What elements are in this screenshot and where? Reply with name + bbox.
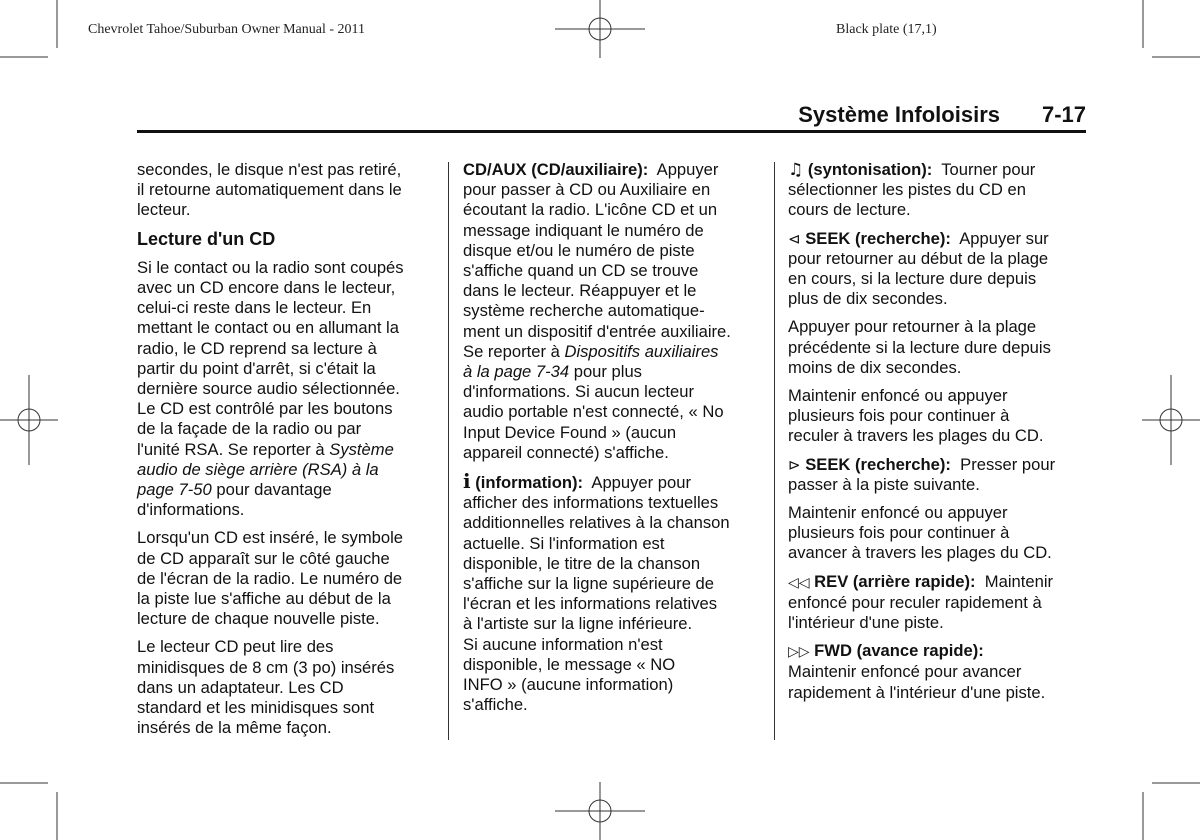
text-line: dans le lecteur. Réappuyer et le [463, 281, 697, 301]
text-line [788, 229, 1088, 249]
text-line: lecteur. [137, 200, 191, 220]
text-line: audio portable n'est connecté, « No [463, 402, 724, 422]
cross-reference[interactable]: audio de siège arrière (RSA) à la [137, 459, 379, 479]
column-divider [448, 162, 449, 740]
column-divider [774, 162, 775, 740]
paragraph [788, 160, 1088, 221]
text-segment: Maintenir [975, 571, 1054, 591]
text-line: précédente si la lecture dure depuis [788, 337, 1051, 357]
cross-reference[interactable]: à la page 7-34 [463, 362, 570, 382]
column-3 [788, 160, 1088, 711]
control-label: (syntonisation): [807, 160, 933, 179]
text-line: enfoncé pour reculer rapidement à [788, 592, 1042, 612]
text-line [463, 160, 763, 180]
text-line [788, 572, 1088, 593]
text-line: d'informations. Si aucun lecteur [463, 382, 694, 402]
text-line: minidisques de 8 cm (3 po) insérés [137, 657, 395, 677]
control-label: SEEK (recherche): [805, 454, 951, 474]
paragraph [463, 471, 763, 715]
text-line: plus de dix secondes. [788, 289, 948, 309]
text-line: actuelle. Si l'information est [463, 533, 665, 553]
paragraph [788, 229, 1088, 310]
printer-plate: Black plate (17,1) [836, 22, 937, 37]
paragraph [137, 528, 437, 629]
text-line: Le CD est contrôlé par les boutons [137, 399, 393, 419]
text-line: pour retourner au début de la plage [788, 248, 1049, 268]
text-line: standard et les minidisques sont [137, 698, 375, 718]
text-line: afficher des informations textuelles [463, 493, 719, 513]
cross-reference[interactable]: Système [329, 439, 394, 459]
text-line: Maintenir enfoncé ou appuyer [788, 503, 1008, 523]
text-line: Maintenir enfoncé ou appuyer [788, 386, 1008, 406]
text-line: l'intérieur d'une piste. [788, 613, 944, 633]
column-2 [463, 160, 763, 723]
seek-back-icon: ⊲ [788, 229, 801, 248]
paragraph [137, 637, 437, 738]
text-line: Appuyer pour retourner à la plage [788, 317, 1037, 337]
text-line [788, 641, 1088, 662]
paragraph [788, 317, 1088, 378]
text-line: partir du point d'arrêt, si c'était la [137, 358, 376, 378]
text-line: plusieurs fois pour continuer à [788, 523, 1010, 543]
text-line: s'affiche sur la ligne supérieure de [463, 574, 714, 594]
control-label: (information): [475, 473, 584, 493]
text-line: de l'écran de la radio. Le numéro de [137, 568, 403, 588]
paragraph [137, 160, 437, 221]
control-label: FWD (avance rapide): [814, 641, 984, 661]
text-line [463, 342, 763, 362]
text-line: celui-ci reste dans le lecteur. En [137, 298, 372, 318]
text-line: mettant le contact ou en allumant la [137, 318, 399, 338]
text-line [137, 460, 437, 480]
text-segment: Tourner pour [932, 160, 1036, 179]
text-line: disponible, le titre de la chanson [463, 553, 701, 573]
cross-reference[interactable]: page 7-50 [137, 480, 212, 500]
text-line [137, 440, 437, 460]
text-line: d'informations. [137, 500, 245, 520]
text-line: ment un dispositif d'entrée auxiliaire. [463, 321, 731, 341]
text-line: rapidement à l'intérieur d'une piste. [788, 682, 1046, 702]
text-segment: Appuyer pour [583, 473, 692, 493]
rewind-icon: ◁◁ [788, 574, 810, 591]
music-note-icon: ♫ [788, 160, 804, 180]
text-line: Si le contact ou la radio sont coupés [137, 257, 404, 277]
text-line: disque et/ou le numéro de piste [463, 240, 695, 260]
text-line: dans un adaptateur. Les CD [137, 677, 344, 697]
paragraph [137, 258, 437, 521]
text-segment: Appuyer sur [950, 228, 1049, 248]
text-line: passer à la piste suivante. [788, 474, 980, 494]
page-number: 7-17 [1041, 102, 1086, 127]
text-segment: pour plus [569, 362, 642, 382]
text-segment: l'unité RSA. Se reporter à [137, 439, 330, 459]
text-line [788, 455, 1088, 475]
paragraph [788, 641, 1088, 703]
text-line: écoutant la radio. L'icône CD et un [463, 200, 718, 220]
paragraph [788, 386, 1088, 447]
text-line: insérés de la même façon. [137, 718, 332, 738]
control-label: CD/AUX (CD/auxiliaire): [463, 160, 649, 179]
text-line: plusieurs fois pour continuer à [788, 406, 1010, 426]
text-line: additionnelles relatives à la chanson [463, 513, 730, 533]
fast-forward-icon: ▷▷ [788, 644, 810, 661]
text-line [463, 362, 763, 382]
text-line: dernière source audio sélectionnée. [137, 379, 400, 399]
text-segment: Se reporter à [463, 341, 565, 361]
text-line: sélectionner les pistes du CD en [788, 180, 1026, 200]
text-line: système recherche automatique- [463, 301, 705, 321]
text-line: l'écran et les informations relatives [463, 594, 718, 614]
text-line: Maintenir enfoncé pour avancer [788, 662, 1022, 682]
text-line: lecture de chaque nouvelle piste. [137, 609, 380, 629]
text-line: disponible, le message « NO [463, 654, 676, 674]
text-line [788, 160, 1088, 180]
paragraph [788, 503, 1088, 564]
text-line: s'affiche. [463, 695, 528, 715]
text-line: cours de lecture. [788, 200, 911, 220]
text-line: avec un CD encore dans le lecteur, [137, 278, 396, 298]
text-segment: Appuyer [648, 160, 719, 179]
text-line: reculer à travers les plages du CD. [788, 426, 1044, 446]
seek-forward-icon: ⊳ [788, 455, 801, 474]
paragraph [788, 455, 1088, 495]
control-label: REV (arrière rapide): [814, 571, 976, 591]
text-line: la piste lue s'affiche au début de la [137, 589, 391, 609]
text-segment: Presser pour [950, 454, 1056, 474]
section-title: Système Infoloisirs [798, 102, 1000, 127]
text-line: en cours, si la lecture dure depuis [788, 269, 1037, 289]
paragraph [463, 160, 763, 463]
text-line: message indiquant le numéro de [463, 220, 704, 240]
text-line [137, 480, 437, 500]
cross-reference[interactable]: Dispositifs auxiliaires [564, 341, 719, 361]
text-line: il retourne automatiquement dans le [137, 180, 402, 200]
text-segment: pour davantage [211, 480, 332, 500]
paragraph [788, 572, 1088, 634]
text-line: radio, le CD reprend sa lecture à [137, 338, 377, 358]
text-line: Le lecteur CD peut lire des [137, 637, 334, 657]
page-header [137, 100, 1086, 133]
text-line: de la façade de la radio ou par [137, 419, 362, 439]
text-line: moins de dix secondes. [788, 357, 962, 377]
text-line: Input Device Found » (aucun [463, 422, 677, 442]
text-line: s'affiche quand un CD se trouve [463, 261, 699, 281]
text-line: appareil connecté) s'affiche. [463, 442, 669, 462]
info-icon: i [463, 469, 471, 494]
printer-title: Chevrolet Tahoe/Suburban Owner Manual - 2011 [88, 22, 366, 37]
text-line [463, 471, 763, 493]
control-label: SEEK (recherche): [805, 228, 951, 248]
column-1 [137, 160, 437, 746]
text-line: INFO » (aucune information) [463, 675, 674, 695]
text-line: Lorsqu'un CD est inséré, le symbole [137, 528, 404, 548]
text-line: pour passer à CD ou Auxiliaire en [463, 180, 711, 200]
text-line: avancer à travers les plages du CD. [788, 543, 1052, 563]
text-line: à l'artiste sur la ligne inférieure. [463, 614, 693, 634]
text-line: Si aucune information n'est [463, 634, 663, 654]
subheading: Lecture d'un CD [137, 228, 276, 249]
text-line: de CD apparaît sur le côté gauche [137, 548, 390, 568]
text-line: secondes, le disque n'est pas retiré, [137, 160, 402, 179]
